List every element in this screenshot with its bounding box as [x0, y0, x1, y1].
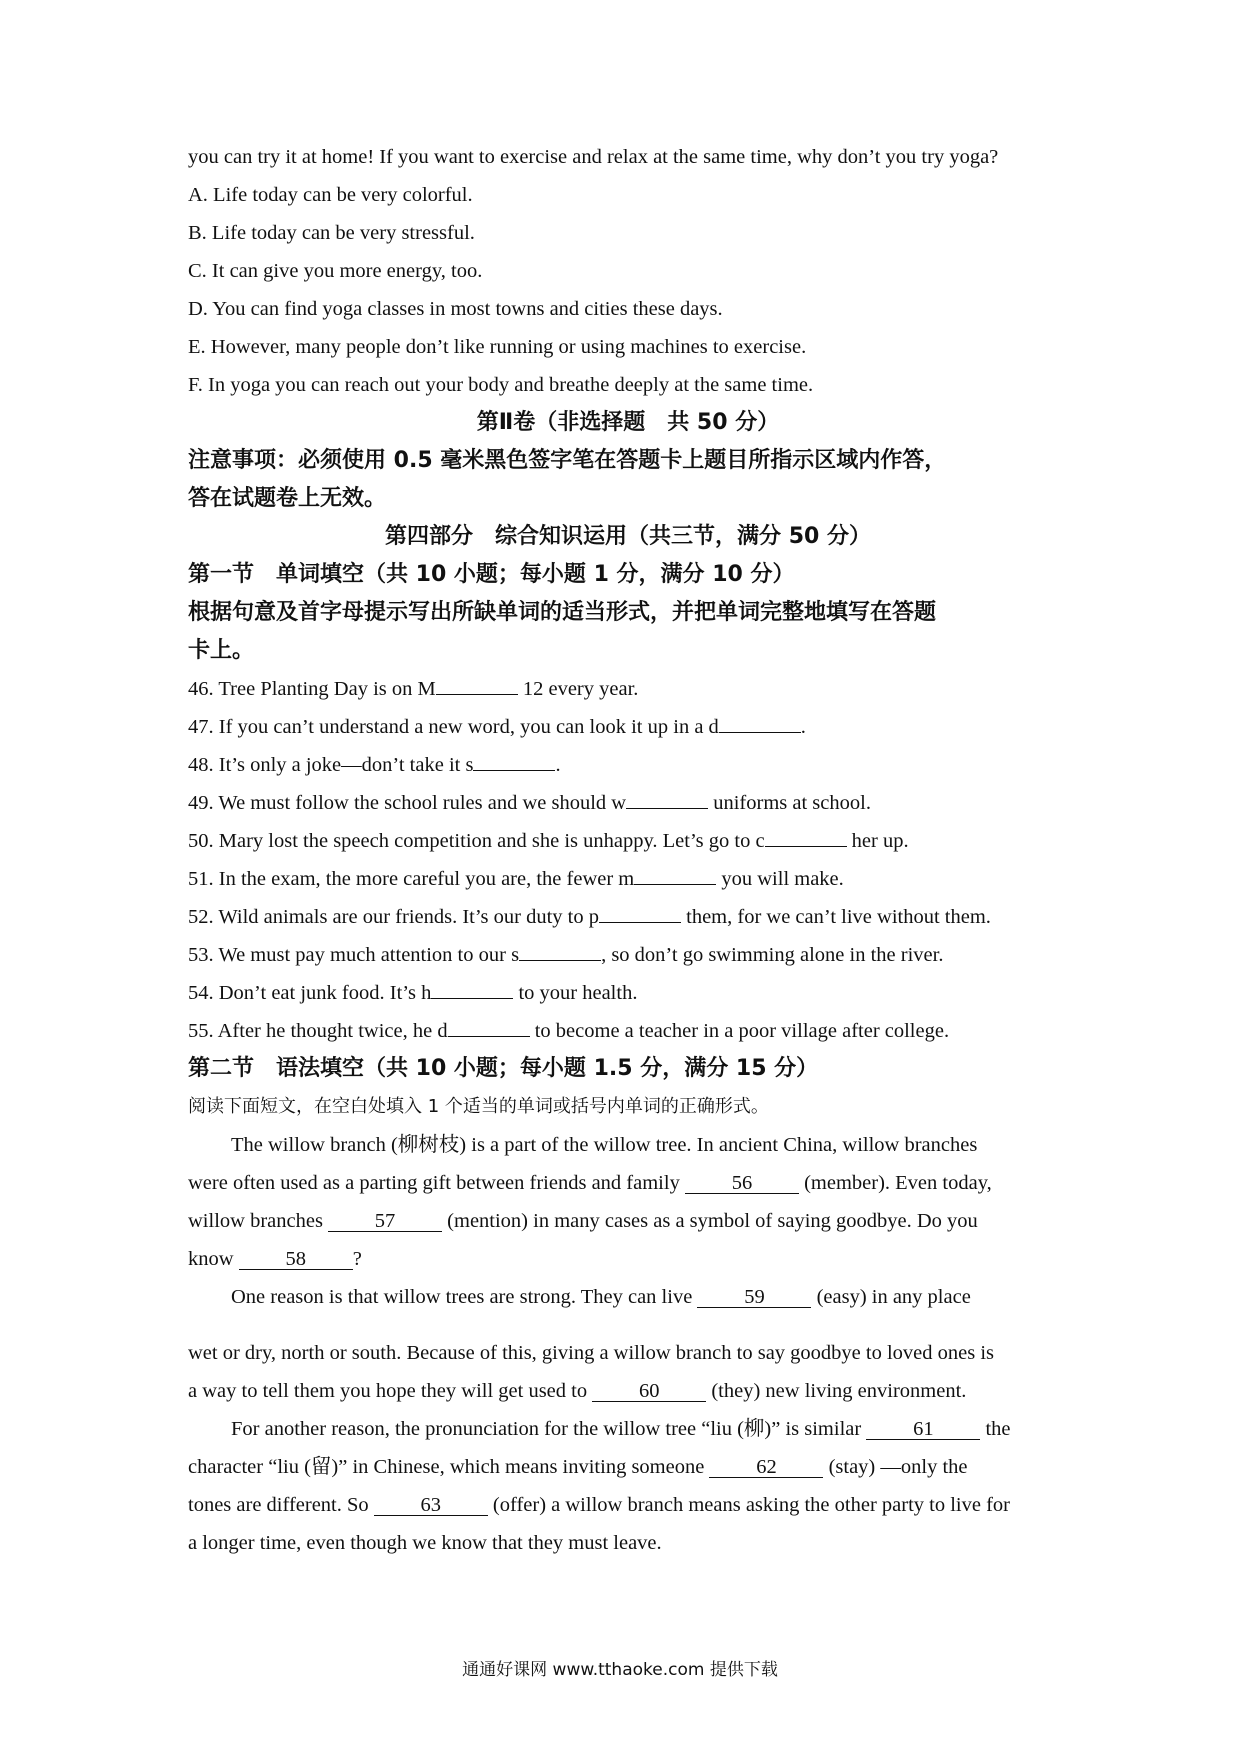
page-footer: 通通好课网 www.tthaoke.com 提供下载 [462, 1660, 778, 1680]
question-53: 53. We must pay much attention to our s , so don’t go swimming alone in the river. [188, 944, 944, 966]
answer-blank[interactable] [519, 960, 601, 961]
option-d: D. You can find yoga classes in most towns and cities these days. [188, 298, 723, 320]
section2-instruction: 阅读下面短文，在空白处填入 1 个适当的单词或括号内单词的正确形式。 [188, 1096, 769, 1117]
passage-line: willow branches 57 (mention) in many cases as a symbol of saying goodbye. Do you [188, 1210, 978, 1232]
question-46: 46. Tree Planting Day is on M 12 every year. [188, 678, 639, 700]
question-50: 50. Mary lost the speech competition and she is unhappy. Let’s go to c her up. [188, 830, 909, 852]
question-47: 47. If you can’t understand a new word, you can look it up in a d . [188, 716, 806, 738]
passage-line: a way to tell them you hope they will get used to 60 (they) new living environment. [188, 1380, 967, 1402]
blank-62[interactable]: 62 [709, 1457, 823, 1478]
option-e: E. However, many people don’t like running or using machines to exercise. [188, 336, 807, 358]
answer-blank[interactable] [626, 808, 708, 809]
blank-57[interactable]: 57 [328, 1211, 442, 1232]
section2-title: 第二节 语法填空（共 10 小题；每小题 1.5 分，满分 15 分） [188, 1056, 819, 1081]
passage-line: wet or dry, north or south. Because of this, giving a willow branch to say goodbye to loved ones is [188, 1342, 995, 1364]
question-54: 54. Don’t eat junk food. It’s h to your health. [188, 982, 638, 1004]
word-fill-questions [188, 670, 1068, 1050]
answer-blank[interactable] [431, 998, 513, 999]
grammar-passage [188, 1126, 1068, 1562]
passage-line: The willow branch (柳树枝) is a part of the willow tree. In ancient China, willow branches [231, 1134, 978, 1156]
passage-line: One reason is that willow trees are strong. They can live 59 (easy) in any place [231, 1286, 971, 1308]
passage-line: were often used as a parting gift between friends and family 56 (member). Even today, [188, 1172, 992, 1194]
section1-instruction-2: 卡上。 [188, 638, 255, 663]
answer-blank[interactable] [719, 732, 801, 733]
passage-line: character “liu (留)” in Chinese, which means inviting someone 62 (stay) —only the [188, 1456, 968, 1478]
part-title: 第四部分 综合知识运用（共三节，满分 50 分） [385, 524, 871, 549]
answer-blank[interactable] [765, 846, 847, 847]
section1-title: 第一节 单词填空（共 10 小题；每小题 1 分，满分 10 分） [188, 562, 795, 587]
option-c: C. It can give you more energy, too. [188, 260, 483, 282]
question-55: 55. After he thought twice, he d to become a teacher in a poor village after college. [188, 1020, 950, 1042]
option-f: F. In yoga you can reach out your body and breathe deeply at the same time. [188, 374, 814, 396]
passage-line: For another reason, the pronunciation for the willow tree “liu (柳)” is similar 61 the [231, 1418, 1011, 1440]
option-list [188, 176, 1068, 404]
blank-56[interactable]: 56 [685, 1173, 799, 1194]
passage-line: know 58 ? [188, 1248, 362, 1270]
blank-60[interactable]: 60 [592, 1381, 706, 1402]
notice-line-1: 注意事项：必须使用 0.5 毫米黑色签字笔在答题卡上题目所指示区域内作答， [188, 448, 947, 473]
answer-blank[interactable] [599, 922, 681, 923]
answer-blank[interactable] [448, 1036, 530, 1037]
option-b: B. Life today can be very stressful. [188, 222, 475, 244]
volume-title: 第Ⅱ卷（非选择题 共 50 分） [476, 410, 780, 435]
blank-59[interactable]: 59 [697, 1287, 811, 1308]
question-51: 51. In the exam, the more careful you are, the fewer m you will make. [188, 868, 844, 890]
answer-blank[interactable] [634, 884, 716, 885]
option-a: A. Life today can be very colorful. [188, 184, 473, 206]
passage-ending-line: you can try it at home! If you want to exercise and relax at the same time, why don’t you try yoga? [188, 146, 999, 168]
passage-line: tones are different. So 63 (offer) a willow branch means asking the other party to live for [188, 1494, 1010, 1516]
blank-58[interactable]: 58 [239, 1249, 353, 1270]
question-49: 49. We must follow the school rules and we should w uniforms at school. [188, 792, 871, 814]
blank-63[interactable]: 63 [374, 1495, 488, 1516]
passage-line: a longer time, even though we know that they must leave. [188, 1532, 662, 1554]
question-48: 48. It’s only a joke—don’t take it s . [188, 754, 561, 776]
answer-blank[interactable] [473, 770, 555, 771]
answer-blank[interactable] [436, 694, 518, 695]
notice-line-2: 答在试题卷上无效。 [188, 486, 387, 511]
question-52: 52. Wild animals are our friends. It’s our duty to p them, for we can’t live without them. [188, 906, 991, 928]
exam-page [188, 138, 1068, 1562]
blank-61[interactable]: 61 [866, 1419, 980, 1440]
section1-instruction-1: 根据句意及首字母提示写出所缺单词的适当形式，并把单词完整地填写在答题 [188, 600, 937, 625]
